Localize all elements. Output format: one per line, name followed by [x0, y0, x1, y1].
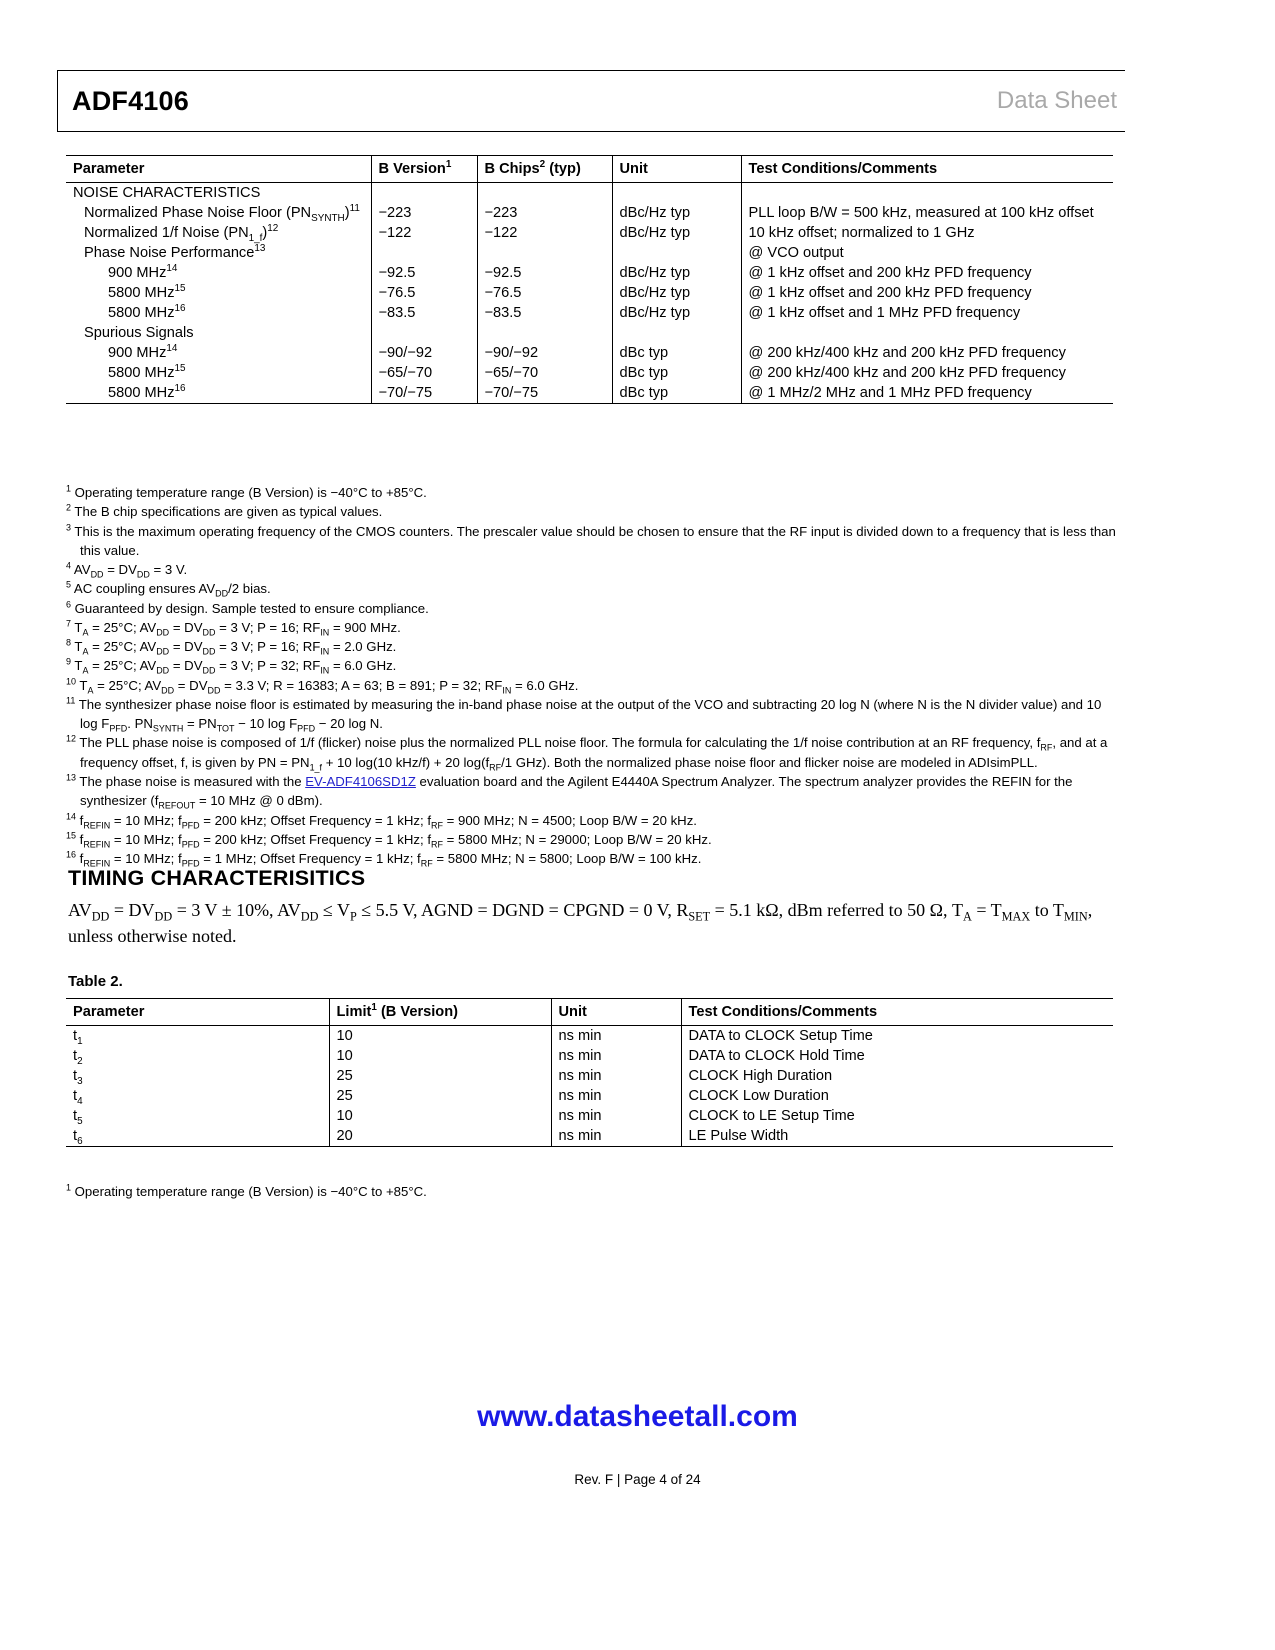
cell-limit: 10: [329, 1026, 551, 1047]
cell-parameter: NOISE CHARACTERISTICS: [73, 185, 261, 201]
cell-parameter: $t_2$: [73, 1048, 83, 1067]
table-row: [66, 183, 1113, 204]
cell-unit: ns min: [551, 1046, 681, 1066]
table-row: [66, 343, 1113, 363]
cell-parameter: $t_1$: [73, 1028, 83, 1047]
col-parameter: Parameter: [66, 156, 371, 183]
cell-b-chips: [477, 243, 612, 263]
table-header-row: [66, 999, 1113, 1026]
col-unit: Unit: [612, 156, 741, 183]
cell-unit: [612, 183, 741, 204]
cell-b-chips: [477, 323, 612, 343]
footnote-item: $^6$ Guaranteed by design. Sample tested to ensure compliance.: [66, 599, 429, 616]
footnote-item: $^{10}$ $T_A = 25^\circ C$; $AV_{DD} = DV_{DD} = 3.3$ V; R = 16383; A = 63; B = 891; P = 32; $RF_{IN} = 6.0$ GHz.: [66, 676, 579, 696]
cell-parameter: Normalized 1/f Noise $(PN_{1\_f})^{12}$: [84, 223, 279, 244]
cell-b-chips: −223: [477, 203, 612, 223]
footnote-item: $^3$ This is the maximum operating frequency of the CMOS counters. The prescaler value should be chosen to ensure that the RF input is divided down to a frequency that is less than this value.: [66, 522, 1116, 558]
footnote-item: $^{16}$ $f_{REFIN} = 10$ MHz; $f_{PFD} = 1$ MHz; Offset Frequency = 1 kHz; $f_{RF} = 5800$ MHz; N = 5800; Loop B/W = 100 kHz.: [66, 849, 702, 869]
cell-b-version: −76.5: [371, 283, 477, 303]
cell-parameter: $t_4$: [73, 1088, 83, 1107]
cell-b-chips: −122: [477, 223, 612, 243]
cell-test-conditions: [741, 183, 1113, 204]
cell-b-chips: −83.5: [477, 303, 612, 323]
table-row: [66, 1066, 1113, 1086]
cell-test-conditions: @ 1 kHz offset and 1 MHz PFD frequency: [741, 303, 1113, 323]
cell-unit: dBc typ: [612, 363, 741, 383]
table-row: [66, 323, 1113, 343]
cell-unit: [612, 243, 741, 263]
footnote-item: $^{15}$ $f_{REFIN} = 10$ MHz; $f_{PFD} = 200$ kHz; Offset Frequency = 1 kHz; $f_{RF} = 5800$ MHz; N = 29000; Loop B/W = 20 kHz.: [66, 830, 712, 850]
table-row: [66, 303, 1113, 323]
cell-unit: dBc/Hz typ: [612, 303, 741, 323]
cell-b-version: −90/−92: [371, 343, 477, 363]
part-number: ADF4106: [72, 85, 189, 116]
cell-test-conditions: @ 1 kHz offset and 200 kHz PFD frequency: [741, 263, 1113, 283]
cell-parameter: 900 MHz$^{14}$: [108, 263, 178, 281]
cell-unit: [612, 323, 741, 343]
cell-b-version: −92.5: [371, 263, 477, 283]
cell-test-conditions: CLOCK Low Duration: [681, 1086, 1113, 1106]
section-body-timing: $AV_{DD} = DV_{DD} = 3$ V ± 10%, $AV_{DD} \le V_P \le 5.5$ V, AGND = DGND = CPGND = 0 V, $R_{SET} = 5.1$ kΩ, dBm referred to 50 Ω, $T_A = T_{MAX}$ to $T_{MIN}$, unless otherwise noted.: [68, 900, 1093, 946]
cell-b-version: −70/−75: [371, 383, 477, 404]
table-row: [66, 363, 1113, 383]
footnote-item: $^8$ $T_A = 25^\circ C$; $AV_{DD} = DV_{DD} = 3$ V; P = 16; $RF_{IN} = 2.0$ GHz.: [66, 637, 397, 657]
cell-test-conditions: @ 200 kHz/400 kHz and 200 kHz PFD frequency: [741, 343, 1113, 363]
cell-unit: ns min: [551, 1126, 681, 1147]
footnote-item: $^5$ AC coupling ensures $AV_{DD}/2$ bias.: [66, 579, 271, 599]
footnote-item: $^4$ $AV_{DD} = DV_{DD} = 3$ V.: [66, 560, 188, 580]
cell-limit: 10: [329, 1106, 551, 1126]
cell-unit: ns min: [551, 1066, 681, 1086]
cell-test-conditions: PLL loop B/W = 500 kHz, measured at 100 kHz offset: [741, 203, 1113, 223]
section-heading-timing: TIMING CHARACTERISITICS: [68, 866, 366, 890]
noise-characteristics-table: [66, 155, 1113, 404]
cell-unit: ns min: [551, 1026, 681, 1047]
table-row: [66, 1026, 1113, 1047]
cell-b-version: −223: [371, 203, 477, 223]
footnote-item: $^2$ The B chip specifications are given as typical values.: [66, 502, 383, 520]
table2-footnote: $^1$ Operating temperature range (B Version) is −40°C to +85°C.: [66, 1182, 427, 1199]
cell-unit: dBc/Hz typ: [612, 203, 741, 223]
table-row: [66, 243, 1113, 263]
col-b-version: B Version$^1$: [371, 156, 477, 183]
table-row: [66, 1106, 1113, 1126]
footnote-item: $^{13}$ The phase noise is measured with the EV-ADF4106SD1Z evaluation board and the Agilent E4440A Spectrum Analyzer. The spectrum analyzer provides the REFIN for the synthesizer ($f_{REFOUT} = 10$ MHz @ 0 dBm).: [66, 772, 1073, 811]
cell-test-conditions: 10 kHz offset; normalized to 1 GHz: [741, 223, 1113, 243]
footnotes-block: [66, 483, 1116, 868]
cell-b-chips: −90/−92: [477, 343, 612, 363]
footnote-item: $^9$ $T_A = 25^\circ C$; $AV_{DD} = DV_{DD} = 3$ V; P = 32; $RF_{IN} = 6.0$ GHz.: [66, 657, 397, 677]
cell-parameter: 900 MHz$^{14}$: [108, 343, 178, 361]
table-row: [66, 263, 1113, 283]
cell-b-chips: −92.5: [477, 263, 612, 283]
table-row: [66, 383, 1113, 404]
cell-test-conditions: @ 1 MHz/2 MHz and 1 MHz PFD frequency: [741, 383, 1113, 404]
table-row: [66, 1086, 1113, 1106]
cell-b-version: −65/−70: [371, 363, 477, 383]
footnote-item: $^7$ $T_A = 25^\circ C$; $AV_{DD} = DV_{DD} = 3$ V; P = 16; $RF_{IN} = 900$ MHz.: [66, 618, 401, 638]
table-row: [66, 283, 1113, 303]
cell-unit: dBc typ: [612, 343, 741, 363]
cell-b-chips: −70/−75: [477, 383, 612, 404]
table2-caption: Table 2.: [68, 973, 123, 990]
table-row: [66, 1126, 1113, 1147]
cell-parameter: $t_3$: [73, 1068, 83, 1087]
cell-limit: 20: [329, 1126, 551, 1147]
col-limit: Limit$^1$ (B Version): [329, 999, 551, 1026]
cell-parameter: 5800 MHz$^{16}$: [66, 383, 371, 404]
watermark-link[interactable]: www.datasheetall.com: [477, 1400, 798, 1433]
cell-test-conditions: @ 200 kHz/400 kHz and 200 kHz PFD frequency: [741, 363, 1113, 383]
cell-parameter: 5800 MHz$^{15}$: [108, 363, 186, 381]
cell-unit: dBc/Hz typ: [612, 263, 741, 283]
table-row: [66, 1046, 1113, 1066]
cell-unit: dBc typ: [612, 383, 741, 404]
cell-parameter: Phase Noise Performance$^{13}$: [84, 243, 266, 261]
cell-parameter: 5800 MHz$^{15}$: [108, 283, 186, 301]
cell-b-chips: [477, 183, 612, 204]
cell-b-version: [371, 183, 477, 204]
col-b-chips: B Chips$^2$ (typ): [477, 156, 612, 183]
cell-test-conditions: CLOCK to LE Setup Time: [681, 1106, 1113, 1126]
col-unit: Unit: [551, 999, 681, 1026]
table-header-row: [66, 156, 1113, 183]
cell-test-conditions: [741, 323, 1113, 343]
cell-limit: 25: [329, 1066, 551, 1086]
footnote-item: $^{12}$ The PLL phase noise is composed of 1/f (flicker) noise plus the normalized PLL noise floor. The formula for calculating the 1/f noise contribution at an RF frequency, $f_{RF}$, and at a frequency offset, f, is given by PN = $PN_{1\_f} + 10$ log(10 kHz/f) + 20 $\log(f_{RF}/1$ GHz). Both the normalized phase noise floor and flicker noise are modeled in ADIsimPLL.: [66, 734, 1108, 773]
cell-b-version: [371, 323, 477, 343]
cell-test-conditions: DATA to CLOCK Hold Time: [681, 1046, 1113, 1066]
cell-unit: dBc/Hz typ: [612, 223, 741, 243]
footnote-item: $^{14}$ $f_{REFIN} = 10$ MHz; $f_{PFD} = 200$ kHz; Offset Frequency = 1 kHz; $f_{RF} = 900$ MHz; N = 4500; Loop B/W = 20 kHz.: [66, 811, 697, 831]
col-test-conditions: Test Conditions/Comments: [741, 156, 1113, 183]
cell-b-version: −122: [371, 223, 477, 243]
col-test-conditions: Test Conditions/Comments: [681, 999, 1113, 1026]
cell-test-conditions: @ VCO output: [741, 243, 1113, 263]
cell-b-chips: −65/−70: [477, 363, 612, 383]
cell-b-version: −83.5: [371, 303, 477, 323]
eval-board-link[interactable]: EV-ADF4106SD1Z: [305, 773, 416, 789]
cell-test-conditions: LE Pulse Width: [681, 1126, 1113, 1147]
cell-parameter: $t_5$: [73, 1108, 83, 1127]
footnote-item: $^1$ Operating temperature range (B Version) is −40°C to +85°C.: [66, 483, 427, 500]
cell-limit: 25: [329, 1086, 551, 1106]
cell-b-version: [371, 243, 477, 263]
document-type: Data Sheet: [996, 87, 1117, 114]
cell-test-conditions: CLOCK High Duration: [681, 1066, 1113, 1086]
cell-unit: dBc/Hz typ: [612, 283, 741, 303]
cell-test-conditions: @ 1 kHz offset and 200 kHz PFD frequency: [741, 283, 1113, 303]
cell-b-chips: −76.5: [477, 283, 612, 303]
cell-unit: ns min: [551, 1106, 681, 1126]
table-row: [66, 203, 1113, 223]
col-parameter: Parameter: [66, 999, 329, 1026]
cell-limit: 10: [329, 1046, 551, 1066]
footnote-item: $^{11}$ The synthesizer phase noise floor is estimated by measuring the in-band phase noise at the output of the VCO and subtracting 20 log N (where N is the N divider value) and 10 $\log F_{PFD}$. $PN_{SYNTH} = PN_{TOT} - 10$ $\log F_{PFD} - 20$ log N.: [66, 695, 1102, 734]
cell-unit: ns min: [551, 1086, 681, 1106]
cell-parameter: 5800 MHz$^{16}$: [108, 303, 186, 321]
table-row: [66, 223, 1113, 243]
cell-parameter: $t_6$: [66, 1126, 329, 1147]
page-header: [57, 70, 1125, 132]
cell-test-conditions: DATA to CLOCK Setup Time: [681, 1026, 1113, 1047]
page-footer: Rev. F | Page 4 of 24: [574, 1472, 701, 1487]
cell-parameter: Spurious Signals: [84, 325, 194, 341]
timing-characteristics-table: [66, 998, 1113, 1147]
cell-parameter: Normalized Phase Noise Floor $(PN_{SYNTH})^{11}$: [84, 203, 360, 224]
